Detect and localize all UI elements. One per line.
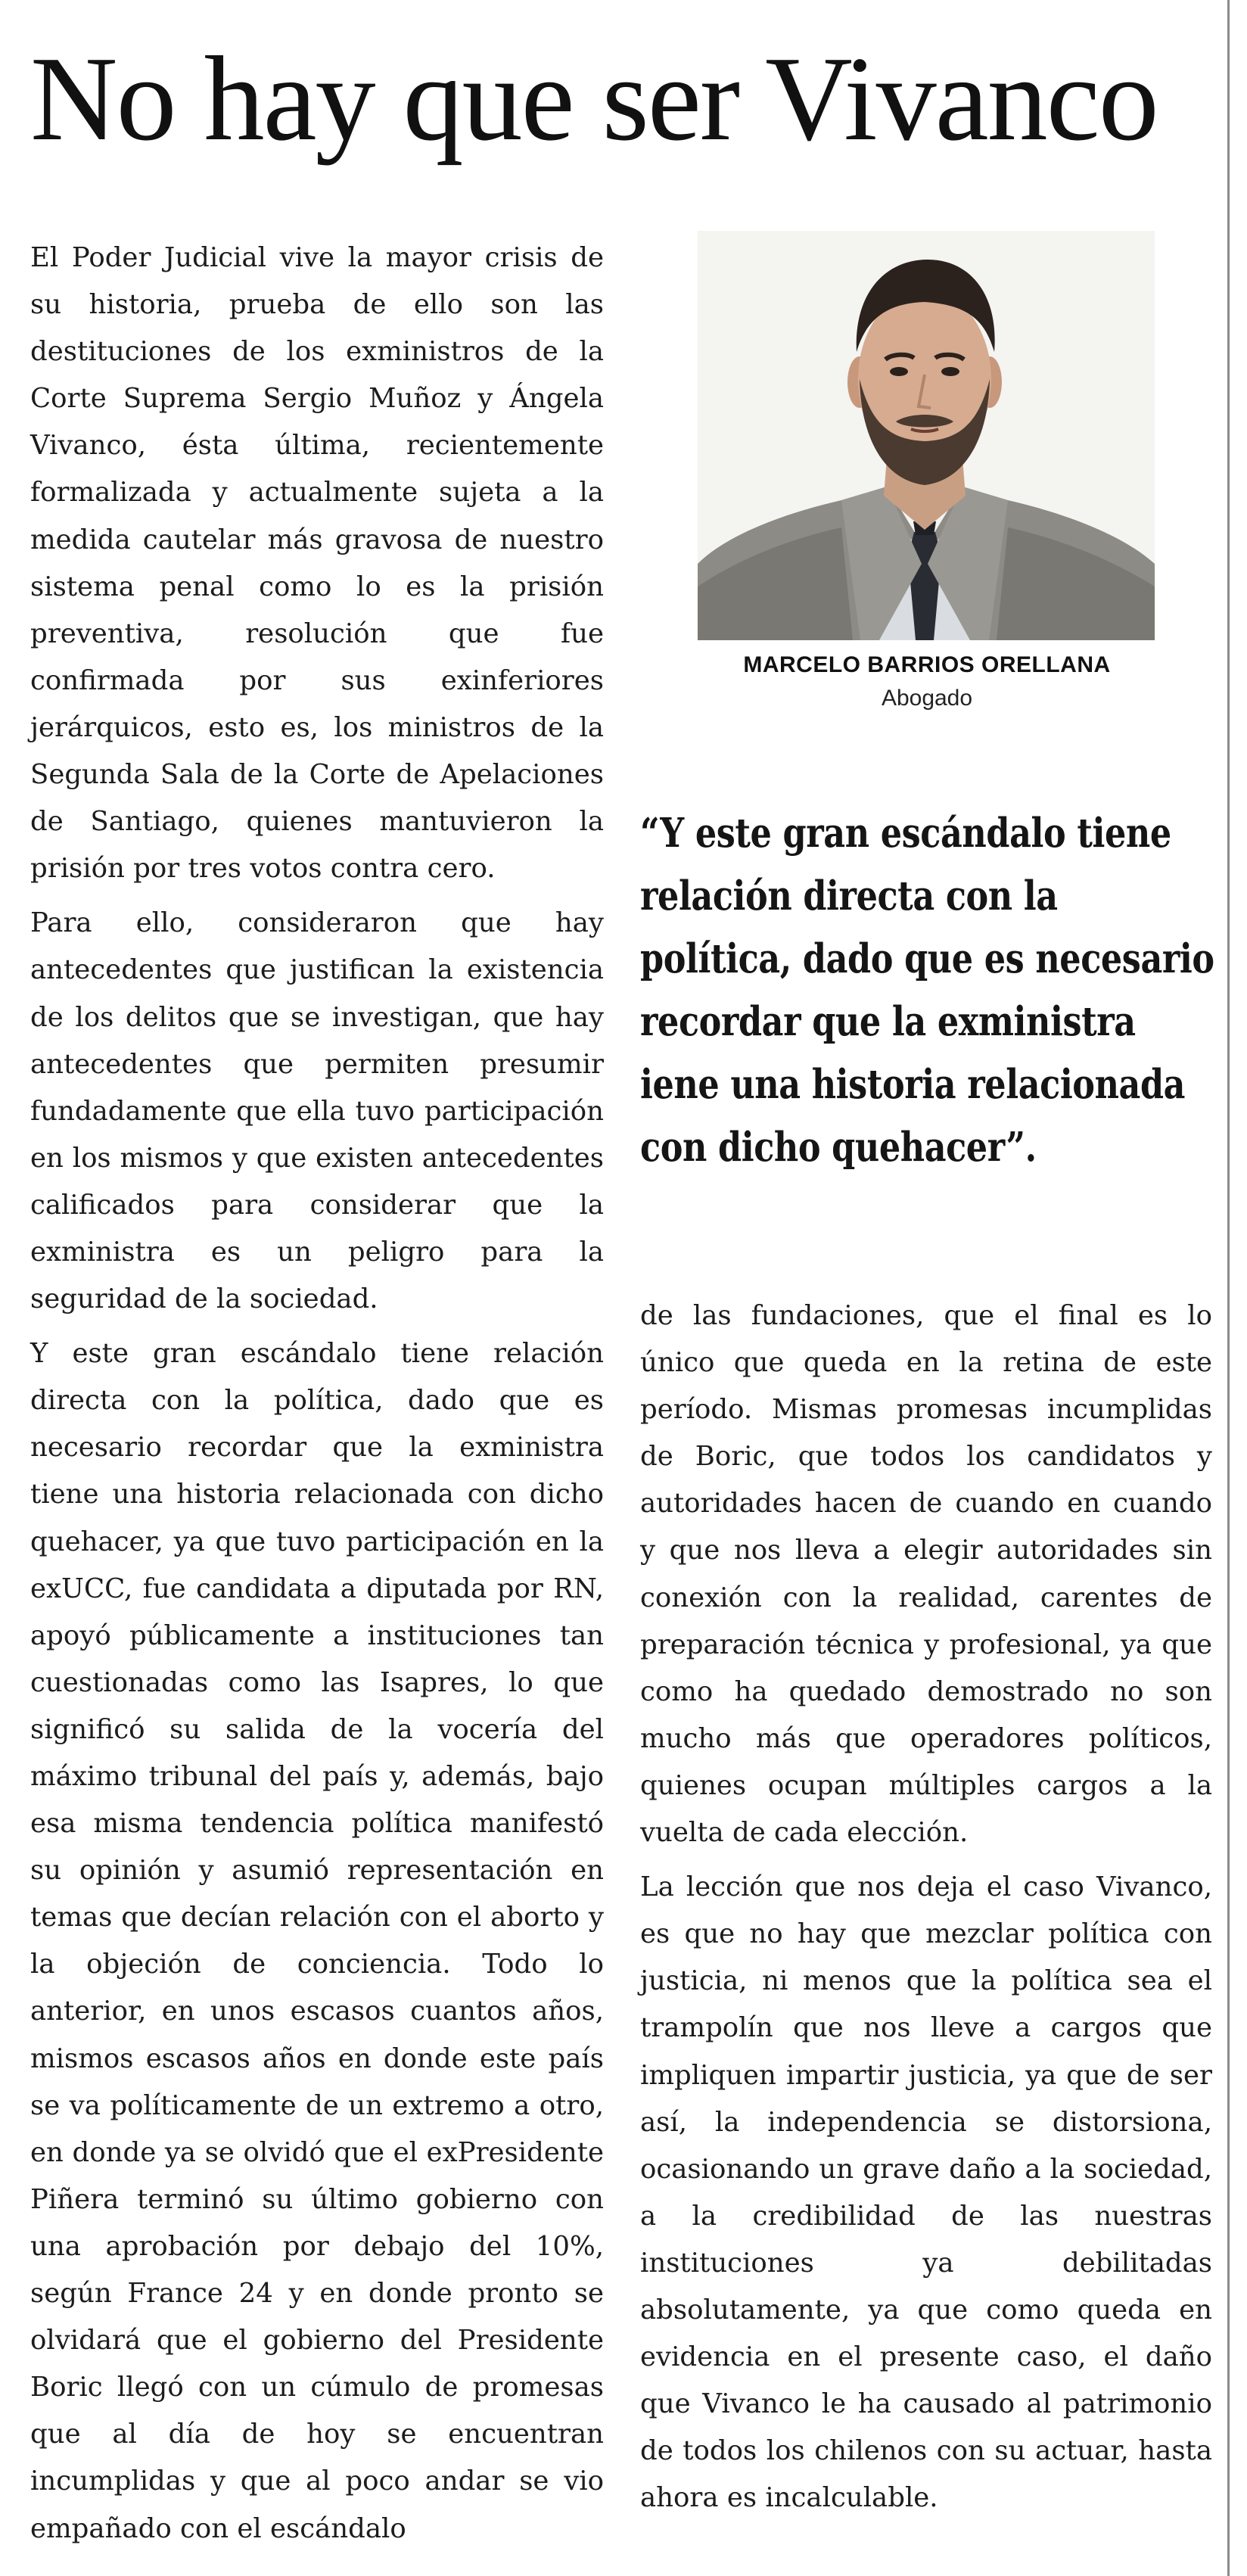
article-title: No hay que ser Vivanco bbox=[30, 31, 1158, 166]
author-photo bbox=[698, 231, 1155, 640]
right-column bbox=[640, 1293, 1212, 2529]
author-role: Abogado bbox=[881, 686, 973, 711]
paragraph: La lección que nos deja el caso Vivanco, es que no hay que mezclar política con justicia, ni menos que la política sea el trampolín que nos lleve a cargos que impliquen impartir justicia, ya que de ser así, la independencia se distorsiona, ocasionando un grave daño a la sociedad, a la credibilidad de las nuestras instituciones ya debilitadas absolutamente, ya que como queda en evidencia en el presente caso, el daño que Vivanco le ha causado al patrimonio de todos los chilenos con su actuar, hasta ahora es incalculable. bbox=[640, 1871, 1212, 2514]
author-name: MARCELO BARRIOS ORELLANA bbox=[743, 652, 1111, 677]
paragraph: Para ello, consideraron que hay antecedentes que justifican la existencia de los delitos que se investigan, que hay antecedentes que permiten presumir fundadamente que ella tuvo participación en los mismos y que existen antecedentes calificados para considerar que la exministra es un peligro para la seguridad de la sociedad. bbox=[30, 907, 604, 1315]
column-rule bbox=[1227, 0, 1230, 2576]
pull-quote: “Y este gran escándalo tiene relación directa con la política, dado que es necesario recordar que la exministra iene una historia relacionada con dicho quehacer”. bbox=[640, 810, 1214, 1171]
left-column bbox=[30, 235, 604, 2560]
paragraph: Y este gran escándalo tiene relación directa con la política, dado que es necesario recordar que la exministra tiene una historia relacionada con dicho quehacer, ya que tuvo participación en la exUCC, fue candidata a diputada por RN, apoyó públicamente a instituciones tan cuestionadas como las Isapres, lo que significó su salida de la vocería del máximo tribunal del país y, además, bajo esa misma tendencia política manifestó su opinión y asumió representación en temas que decían relación con el aborto y la objeción de conciencia. Todo lo anterior, en unos escasos cuantos años, mismos escasos años en donde este país se va políticamente de un extremo a otro, en donde ya se olvidó que el exPresidente Piñera terminó su último gobierno con una aprobación por debajo del 10%, según France 24 y en donde pronto se olvidará que el gobierno del Presidente Boric llegó con un cúmulo de promesas que al día de hoy se encuentran incumplidas y que al poco andar se vio empañado con el escándalo bbox=[30, 1338, 604, 2544]
author-portrait-icon bbox=[698, 231, 1155, 640]
paragraph: El Poder Judicial vive la mayor crisis de su historia, prueba de ello son las destituciones de los exministros de la Corte Suprema Sergio Muñoz y Ángela Vivanco, ésta última, recientemente formalizada y actualmente sujeta a la medida cautelar más gravosa de nuestro sistema penal como lo es la prisión preventiva, resolución que fue confirmada por sus exinferiores jerárquicos, esto es, los ministros de la Segunda Sala de la Corte de Apelaciones de Santiago, quienes mantuvieron la prisión por tres votos contra cero. bbox=[30, 242, 604, 885]
paragraph: de las fundaciones, que el final es lo único que queda en la retina de este período. Mismas promesas incumplidas de Boric, que todos los candidatos y autoridades hacen de cuando en cuando y que nos lleva a elegir autoridades sin conexión con la realidad, carentes de preparación técnica y profesional, ya que como ha quedado demostrado no son mucho más que operadores políticos, quienes ocupan múltiples cargos a la vuelta de cada elección. bbox=[640, 1300, 1212, 1849]
